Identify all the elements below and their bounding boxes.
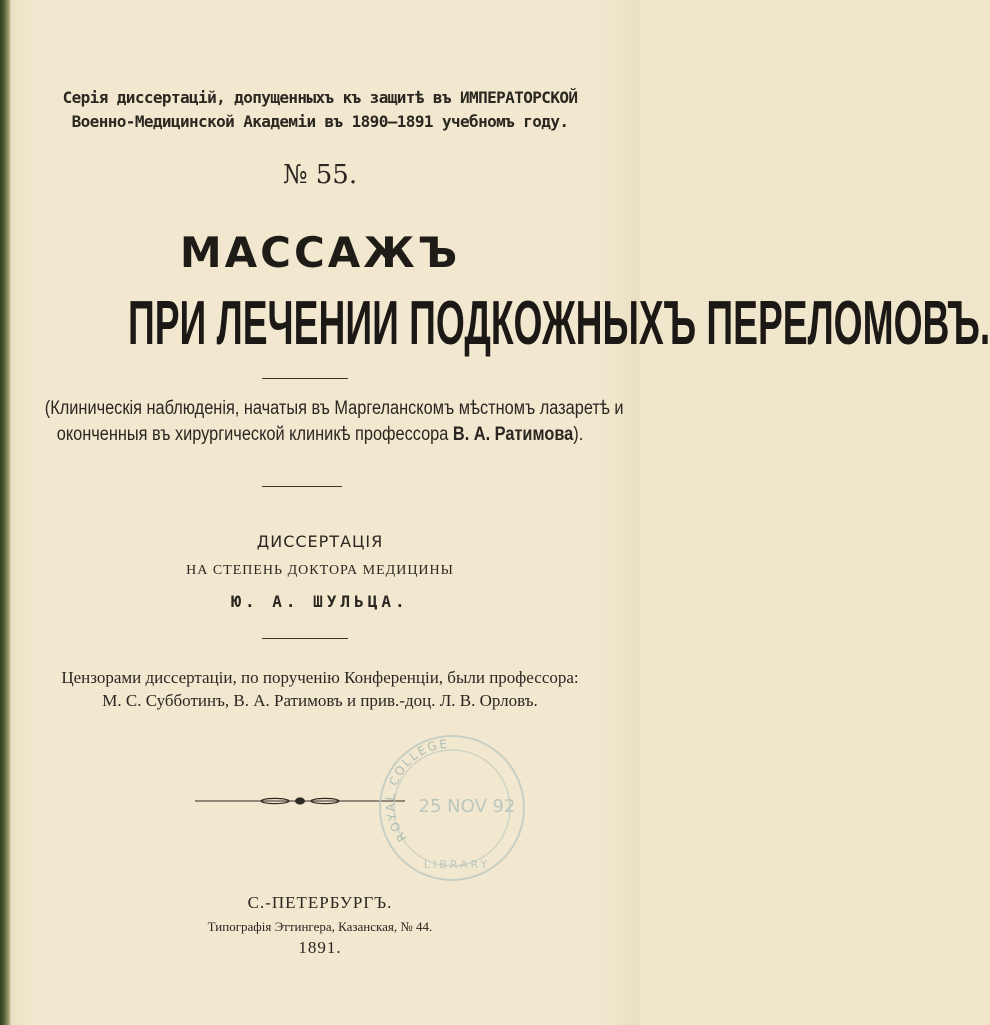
divider-rule <box>262 638 348 639</box>
stamp-date: 25 NOV 92 <box>418 796 516 817</box>
stamp-ring-text: ROYAL COLLEGE <box>383 736 450 845</box>
subtitle-line-1: (Клиническія наблюденія, начатыя въ Маргеланскомъ мѣстномъ лазаретѣ и <box>44 398 624 419</box>
subtitle-text: оконченныя въ хирургической клиникѣ профессора <box>56 424 453 445</box>
author-name: Ю. А. ШУЛЬЦА. <box>231 592 409 611</box>
library-stamp <box>372 728 532 888</box>
professor-name: В. А. Ратимова <box>452 424 574 445</box>
svg-text:ROYAL COLLEGE <box>383 737 449 845</box>
main-title-line-2: ПРИ ЛЕЧЕНИИ ПОДКОЖНЫХЪ ПЕРЕЛОМОВЪ. <box>128 289 990 358</box>
series-line-1: Серія диссертацій, допущенныхъ къ защитѣ въ ИМПЕРАТОРСКОЙ <box>62 88 578 107</box>
subtitle-line-2 <box>45 424 595 446</box>
imprint-year: 1891. <box>298 938 342 957</box>
main-title: МАССАЖЪ <box>179 228 461 277</box>
divider-rule <box>262 378 348 379</box>
imprint-city: С.-ПЕТЕРБУРГЪ. <box>247 893 393 912</box>
divider-rule <box>262 486 342 487</box>
binding-spine <box>0 0 11 1025</box>
censors-line-2: М. С. Субботинъ, В. А. Ратимовъ и прив.-доц. Л. В. Орловъ. <box>102 691 538 710</box>
degree-line: НА СТЕПЕНЬ ДОКТОРА МЕДИЦИНЫ <box>186 563 454 578</box>
dissertation-number: № 55. <box>282 160 358 190</box>
censors-line-1: Цензорами диссертаціи, по порученію Конференціи, были профессора: <box>61 668 579 687</box>
series-line-2: Военно-Медицинской Академіи въ 1890—1891 учебномъ году. <box>71 112 569 131</box>
stamp-bottom-text: LIBRARY <box>423 858 491 871</box>
dissertation-label: ДИССЕРТАЦІЯ <box>256 532 384 551</box>
imprint-printer: Типографія Эттингера, Казанская, № 44. <box>207 919 433 934</box>
subtitle-end: ). <box>573 424 584 445</box>
